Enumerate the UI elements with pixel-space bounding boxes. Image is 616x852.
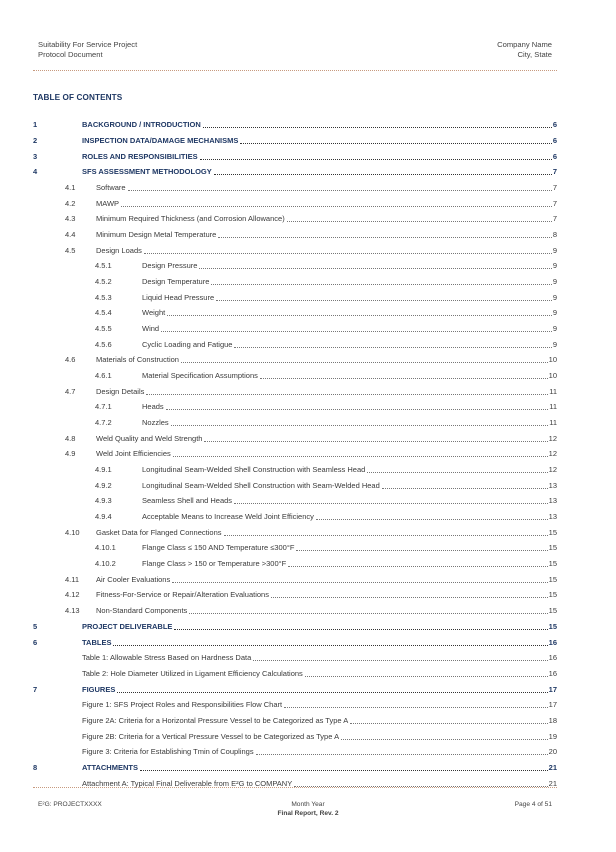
toc-entry-number: 4.5.3 [95, 292, 112, 302]
toc-dot-leader [305, 668, 548, 677]
toc-entry-page[interactable]: 17 [548, 700, 557, 710]
toc-entry-title[interactable]: Table 2: Hole Diameter Utilized in Ligament Efficiency Calculations [82, 668, 303, 678]
toc-title: TABLE OF CONTENTS [33, 93, 123, 102]
toc-entry-page[interactable]: 12 [548, 449, 557, 459]
toc-entry[interactable] [33, 352, 557, 368]
toc-dot-leader [341, 731, 548, 740]
toc-entry-page[interactable]: 15 [548, 527, 557, 537]
toc-entry-page[interactable]: 6 [552, 136, 557, 145]
toc-entry-title[interactable]: Longitudinal Seam-Welded Shell Construction with Seam-Welded Head [142, 480, 380, 490]
toc-entry-page[interactable]: 11 [549, 418, 557, 428]
toc-entry-title[interactable]: Heads [142, 402, 164, 412]
toc-dot-leader [256, 746, 548, 755]
toc-dot-leader [204, 433, 547, 442]
toc-entry-title[interactable]: Figure 3: Criteria for Establishing Tmin of Couplings [82, 747, 254, 757]
toc-entry-page[interactable]: 8 [552, 230, 557, 240]
toc-entry-page[interactable]: 9 [552, 261, 557, 271]
toc-entry[interactable] [33, 697, 557, 713]
footer-divider [33, 787, 557, 788]
footer-page-number: Page 4 of 51 [514, 801, 552, 808]
toc-entry[interactable] [33, 650, 557, 666]
toc-entry[interactable] [33, 744, 557, 760]
toc-entry[interactable] [33, 462, 557, 478]
toc-entry-number: 4.5.5 [95, 324, 112, 334]
toc-entry-number: 4 [33, 167, 38, 177]
toc-entry-number: 6 [33, 637, 38, 647]
toc-entry-title[interactable]: INSPECTION DATA/DAMAGE MECHANISMS [82, 136, 239, 145]
toc-entry-title[interactable]: BACKGROUND / INTRODUCTION [82, 120, 201, 130]
toc-entry[interactable] [33, 571, 557, 587]
toc-dot-leader [234, 495, 548, 504]
toc-entry-title[interactable]: Wind [142, 324, 160, 334]
toc-entry-page[interactable]: 11 [549, 386, 557, 396]
toc-entry-title[interactable]: Flange Class ≤ 150 AND Temperature ≤300°F [142, 543, 295, 553]
toc-entry-title[interactable]: Cyclic Loading and Fatigue [142, 339, 233, 349]
toc-dot-leader [167, 307, 552, 316]
toc-entry[interactable] [33, 258, 557, 274]
toc-entry[interactable] [33, 634, 557, 650]
toc-entry-page[interactable]: 9 [552, 277, 557, 287]
toc-entry-number: 4.1 [65, 183, 76, 193]
toc-entry[interactable] [33, 619, 557, 635]
toc-entry[interactable] [33, 195, 557, 211]
toc-entry-title[interactable]: ROLES AND RESPONSIBILITIES [82, 151, 198, 161]
toc-entry[interactable] [33, 415, 557, 431]
toc-entry[interactable] [33, 336, 557, 352]
toc-entry-title[interactable]: Figure 1: SFS Project Roles and Responsibilities Flow Chart [82, 700, 283, 710]
toc-entry-title[interactable]: PROJECT DELIVERABLE [82, 621, 173, 631]
toc-entry-page[interactable]: 6 [552, 120, 557, 130]
toc-entry[interactable] [33, 399, 557, 415]
toc-entry-title[interactable]: ATTACHMENTS [82, 762, 138, 772]
toc-entry-title[interactable]: Non-Standard Components [96, 606, 188, 616]
toc-entry-title[interactable]: Design Temperature [142, 277, 210, 287]
toc-entry-number: 4.5 [65, 245, 76, 255]
toc-dot-leader [350, 715, 547, 724]
toc-entry-number: 4.9.1 [95, 465, 112, 475]
toc-dot-leader [166, 401, 549, 410]
toc-entry-title[interactable]: Nozzles [142, 418, 169, 428]
toc-entry-page[interactable]: 16 [548, 637, 557, 647]
toc-entry-title[interactable]: Design Loads [96, 245, 142, 255]
toc-dot-leader [260, 370, 548, 379]
toc-entry-number: 4.2 [65, 198, 76, 208]
toc-entry-number: 4.11 [65, 574, 80, 584]
toc-entry-page[interactable]: 9 [552, 292, 557, 302]
toc-entry-page[interactable]: 16 [548, 653, 557, 663]
toc-entry-page[interactable]: 7 [552, 167, 557, 177]
toc-entry[interactable] [33, 289, 557, 305]
toc-entry[interactable] [33, 383, 557, 399]
toc-entry[interactable] [33, 305, 557, 321]
toc-entry-page[interactable]: 12 [548, 433, 557, 443]
toc-entry[interactable] [33, 775, 557, 791]
toc-entry[interactable] [33, 493, 557, 509]
toc-entry-number: 4.10 [65, 527, 80, 537]
toc-entry-page[interactable]: 11 [549, 402, 557, 412]
toc-dot-leader [216, 292, 552, 301]
toc-dot-leader [294, 778, 547, 787]
toc-entry[interactable] [33, 603, 557, 619]
toc-dot-leader [140, 762, 548, 771]
toc-entry-title[interactable]: Weld Quality and Weld Strength [96, 433, 203, 443]
toc-entry-title[interactable]: Figure 2B: Criteria for a Vertical Pressure Vessel to be Categorized as Type A [82, 731, 340, 741]
toc-entry-title[interactable]: Longitudinal Seam-Welded Shell Construction with Seamless Head [142, 465, 366, 475]
toc-entry[interactable] [33, 180, 557, 196]
toc-dot-leader [171, 417, 549, 426]
toc-entry[interactable] [33, 227, 557, 243]
toc-entry-title[interactable]: Attachment A: Typical Final Deliverable from E²G to COMPANY [82, 778, 293, 788]
toc-entry[interactable] [33, 274, 557, 290]
toc-entry[interactable] [33, 509, 557, 525]
toc-entry-page[interactable]: 6 [552, 151, 557, 161]
toc-entry[interactable] [33, 446, 557, 462]
toc-entry[interactable] [33, 430, 557, 446]
toc-dot-leader [144, 245, 552, 254]
toc-entry-title[interactable]: Fitness-For-Service or Repair/Alteration Evaluations [96, 590, 269, 600]
toc-entry-title[interactable]: Figure 2A: Criteria for a Horizontal Pressure Vessel to be Categorized as Type A [82, 715, 349, 725]
toc-dot-leader [214, 166, 552, 175]
toc-entry-page[interactable]: 12 [548, 465, 557, 475]
toc-dot-leader [296, 542, 547, 551]
toc-entry-number: 4.9 [65, 449, 76, 459]
toc-entry-number: 3 [33, 151, 38, 161]
toc-entry-number: 4.13 [65, 606, 80, 616]
toc-entry-number: 4.5.2 [95, 277, 112, 287]
toc-entry-number: 5 [33, 621, 38, 631]
toc-dot-leader [121, 198, 552, 207]
toc-entry-page[interactable]: 21 [548, 762, 557, 772]
toc-entry-title[interactable]: Design Pressure [142, 261, 198, 271]
toc-entry-title[interactable]: Seamless Shell and Heads [142, 496, 233, 506]
toc-dot-leader [288, 558, 547, 567]
toc-entry-number: 4.6 [65, 355, 76, 365]
toc-dot-leader [240, 135, 551, 144]
toc-entry-title[interactable]: Materials of Construction [96, 355, 179, 365]
toc-entry-title[interactable]: Software [96, 183, 126, 193]
toc-entry-title[interactable]: Acceptable Means to Increase Weld Joint Efficiency [142, 512, 314, 522]
toc-entry-title[interactable]: SFS ASSESSMENT METHODOLOGY [82, 167, 212, 177]
toc-entry-page[interactable]: 10 [548, 371, 557, 381]
toc-entry-number: 4.9.2 [95, 480, 112, 490]
toc-entry[interactable] [33, 133, 557, 149]
toc-entry-page[interactable]: 21 [548, 778, 557, 788]
footer-date: Month Year [291, 801, 325, 808]
toc-entry-number: 4.7.2 [95, 418, 112, 428]
header-city-state: City, State [517, 50, 552, 59]
footer-project-id: E²G: PROJECTXXXX [38, 801, 102, 808]
toc-entry[interactable] [33, 760, 557, 776]
header-document-type: Protocol Document [38, 50, 103, 59]
toc-entry-page[interactable]: 13 [548, 496, 557, 506]
toc-entry-number: 1 [33, 120, 38, 130]
toc-entry-page[interactable]: 7 [552, 183, 557, 193]
toc-dot-leader [128, 182, 552, 191]
toc-entry-page[interactable]: 7 [552, 214, 557, 224]
toc-dot-leader [253, 652, 547, 661]
toc-entry-number: 4.9.4 [95, 512, 112, 522]
toc-entry-page[interactable]: 15 [548, 574, 557, 584]
toc-entry-number: 2 [33, 136, 38, 145]
toc-entry-number: 7 [33, 684, 38, 694]
toc-entry-title[interactable]: Minimum Required Thickness (and Corrosion Allowance) [96, 214, 285, 224]
toc-entry-number: 4.6.1 [95, 371, 112, 381]
toc-entry-number: 4.10.2 [95, 559, 116, 569]
toc-entry[interactable] [33, 117, 557, 133]
toc-dot-leader [172, 574, 547, 583]
toc-entry-title[interactable]: Material Specification Assumptions [142, 371, 258, 381]
toc-dot-leader [224, 527, 548, 536]
header-divider [33, 70, 557, 71]
toc-entry-page[interactable]: 10 [548, 355, 557, 365]
toc-entry-title[interactable]: Weight [142, 308, 166, 318]
toc-entry-page[interactable]: 9 [552, 308, 557, 318]
header-project-title: Suitability For Service Project [38, 40, 138, 49]
toc-dot-leader [199, 260, 551, 269]
toc-entry[interactable] [33, 242, 557, 258]
toc-entry[interactable] [33, 148, 557, 164]
toc-entry-number: 4.8 [65, 433, 76, 443]
toc-dot-leader [271, 589, 548, 598]
toc-entry-number: 4.9.3 [95, 496, 112, 506]
toc-entry[interactable] [33, 211, 557, 227]
toc-entry[interactable] [33, 587, 557, 603]
toc-entry-page[interactable]: 13 [548, 480, 557, 490]
toc-entry-number: 4.10.1 [95, 543, 116, 553]
toc-entry[interactable] [33, 477, 557, 493]
toc-dot-leader [218, 229, 552, 238]
toc-entry-number: 4.7 [65, 386, 76, 396]
toc-entry[interactable] [33, 681, 557, 697]
toc-dot-leader [284, 699, 548, 708]
toc-entry-number: 4.5.1 [95, 261, 112, 271]
toc-entry-title[interactable]: Gasket Data for Flanged Connections [96, 527, 222, 537]
toc-entry-title[interactable]: Minimum Design Metal Temperature [96, 230, 217, 240]
toc-entry-page[interactable]: 13 [548, 512, 557, 522]
toc-dot-leader [173, 448, 548, 457]
toc-entry-title[interactable]: Design Details [96, 386, 145, 396]
toc-entry-number: 4.5.6 [95, 339, 112, 349]
toc-dot-leader [382, 480, 548, 489]
toc-dot-leader [203, 119, 552, 128]
toc-entry-title[interactable]: Table 1: Allowable Stress Based on Hardness Data [82, 653, 252, 663]
toc-entry[interactable] [33, 666, 557, 682]
toc-entry-page[interactable]: 15 [548, 559, 557, 569]
toc-entry-title[interactable]: Flange Class > 150 or Temperature >300°F [142, 559, 287, 569]
toc-entry-page[interactable]: 15 [548, 543, 557, 553]
toc-entry[interactable] [33, 524, 557, 540]
toc-entry-title[interactable]: TABLES [82, 637, 112, 647]
toc-entry-number: 4.5.4 [95, 308, 112, 318]
toc-entry-page[interactable]: 7 [552, 198, 557, 208]
toc-dot-leader [234, 339, 551, 348]
toc-entry-title[interactable]: FIGURES [82, 684, 116, 694]
toc-entry[interactable] [33, 540, 557, 556]
toc-dot-leader [113, 637, 547, 646]
toc-dot-leader [211, 276, 551, 285]
header-company-name: Company Name [497, 40, 552, 49]
toc-entry-page[interactable]: 18 [548, 715, 557, 725]
toc-dot-leader [117, 684, 547, 693]
toc-entry-number: 4.7.1 [95, 402, 112, 412]
toc-dot-leader [161, 323, 552, 332]
toc-dot-leader [316, 511, 548, 520]
toc-entry-page[interactable]: 9 [552, 324, 557, 334]
toc-dot-leader [174, 621, 547, 630]
toc-entry[interactable] [33, 164, 557, 180]
toc-entry-title[interactable]: Liquid Head Pressure [142, 292, 215, 302]
toc-entry-page[interactable]: 16 [548, 668, 557, 678]
toc-entry-page[interactable]: 9 [552, 245, 557, 255]
header-right [497, 40, 552, 60]
toc-dot-leader [200, 151, 552, 160]
header-left [38, 40, 137, 60]
toc-dot-leader [287, 213, 552, 222]
toc-entry-page[interactable]: 15 [548, 621, 557, 631]
toc-entry-title[interactable]: Air Cooler Evaluations [96, 574, 171, 584]
toc-entry-number: 8 [33, 762, 38, 772]
toc-entry[interactable] [33, 368, 557, 384]
toc-entry[interactable] [33, 713, 557, 729]
toc-entry-page[interactable]: 15 [548, 606, 557, 616]
toc-entry-number: 4.12 [65, 590, 80, 600]
table-of-contents [33, 117, 557, 791]
toc-entry-title[interactable]: Weld Joint Efficiencies [96, 449, 171, 459]
toc-entry-number: 4.4 [65, 230, 76, 240]
toc-dot-leader [146, 386, 548, 395]
toc-entry-title[interactable]: MAWP [96, 198, 120, 208]
toc-entry-page[interactable]: 19 [548, 731, 557, 741]
toc-dot-leader [189, 605, 547, 614]
toc-entry[interactable] [33, 321, 557, 337]
toc-entry-number: 4.3 [65, 214, 76, 224]
toc-entry-page[interactable]: 20 [548, 747, 557, 757]
toc-dot-leader [367, 464, 547, 473]
footer-report-revision: Final Report, Rev. 2 [277, 810, 339, 817]
toc-entry[interactable] [33, 556, 557, 572]
toc-entry-page[interactable]: 15 [548, 590, 557, 600]
toc-entry-page[interactable]: 9 [552, 339, 557, 349]
toc-dot-leader [181, 354, 548, 363]
toc-entry-page[interactable]: 17 [548, 684, 557, 694]
toc-entry[interactable] [33, 728, 557, 744]
